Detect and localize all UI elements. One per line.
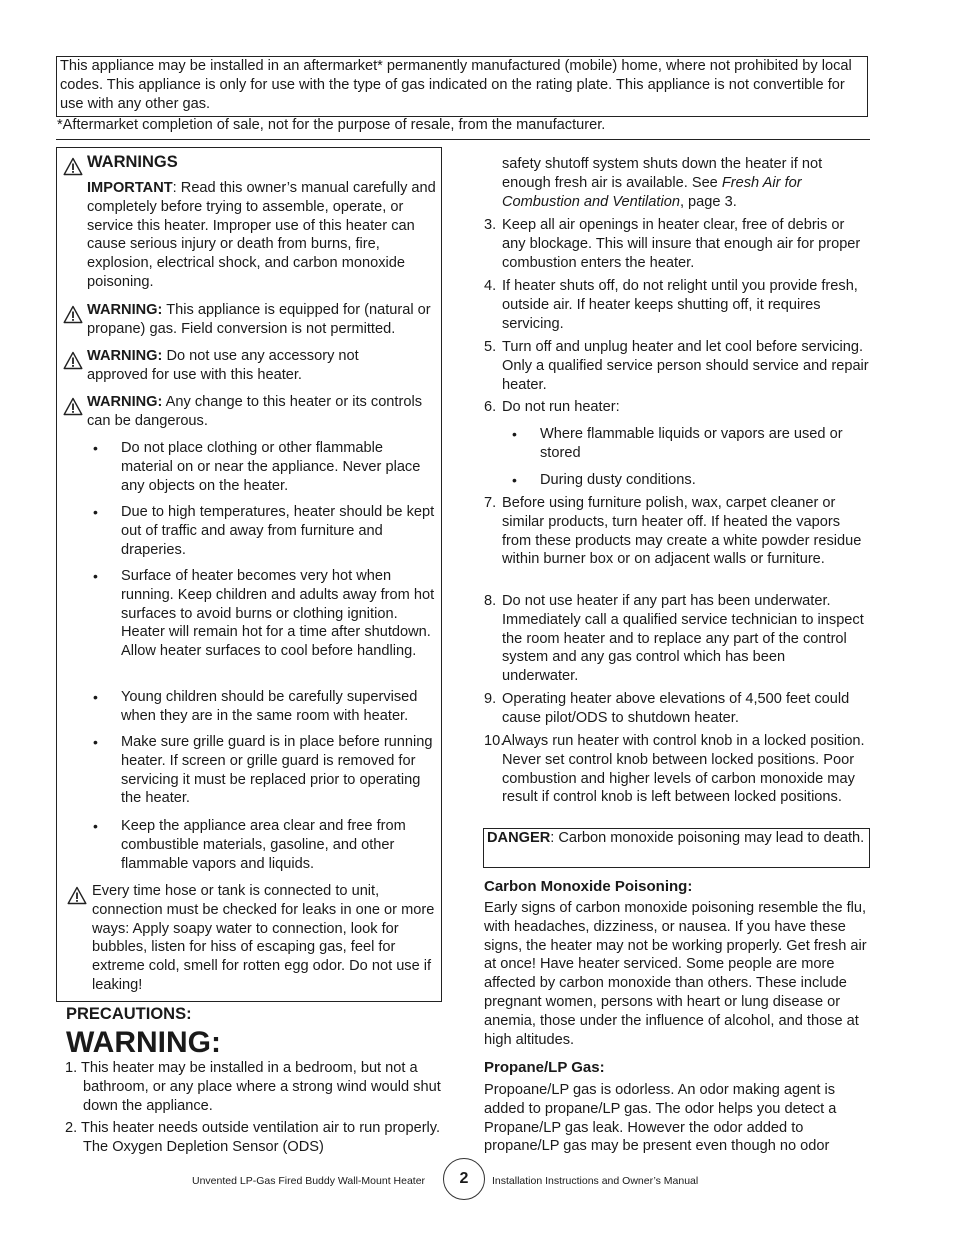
- warning-bullet: • Surface of heater becomes very hot when running. Keep children and adults away from hot surfaces to avoid burns or clothing ignition. Heater will remain hot for a time after shutdown. Allow heater surfaces to cool before handling.: [93, 568, 435, 660]
- ods-continuation: safety shutoff system shuts down the heater if not enough fresh air is available. See Fresh Air for Combustion and Ventilation, page 3.: [502, 156, 823, 210]
- danger-text: : Carbon monoxide poisoning may lead to death.: [550, 830, 865, 846]
- item-6-bullet: • During dusty conditions.: [512, 472, 696, 488]
- warning-text: This appliance is equipped for (natural or propane) gas. Field conversion is not permitted.: [87, 302, 431, 337]
- warning-bullet: • Make sure grille guard is in place before running heater. If screen or grille guard is removed for servicing it must be replaced prior to operating the heater.: [93, 734, 433, 807]
- precaution-item-6: 6. Do not run heater:: [484, 399, 620, 415]
- top-footnote: *Aftermarket completion of sale, not for the purpose of resale, from the manufacturer.: [57, 117, 606, 133]
- warning-triangle-icon: [63, 351, 83, 370]
- warning-bullet: • Do not place clothing or other flammable material on or near the appliance. Never place any objects on the heater.: [93, 440, 421, 494]
- warning-label: WARNING:: [87, 302, 163, 318]
- footer-left: Unvented LP-Gas Fired Buddy Wall-Mount Heater: [192, 1175, 426, 1187]
- precaution-item-2: 2. This heater needs outside ventilation air to run properly. The Oxygen Depletion Sensor (ODS): [65, 1120, 441, 1155]
- top-notice-text: This appliance may be installed in an aftermarket* permanently manufactured (mobile) home, where not prohibited by local codes. This appliance is only for use with the type of gas indicated on the rating plate. This appliance is not convertible for use with any other gas.: [60, 58, 852, 113]
- precaution-item-1: 1. This heater may be installed in a bedroom, but not a bathroom, or any place where a strong wind would shut down the appliance.: [65, 1060, 441, 1114]
- precaution-item-5: 5. Turn off and unplug heater and let cool before servicing. Only a qualified service person should service and repair heater.: [484, 339, 869, 393]
- precaution-item-4: 4. If heater shuts off, do not relight until you provide fresh, outside air. If heater keeps shutting off, it requires servicing.: [484, 278, 858, 332]
- lp-paragraph: Propoane/LP gas is odorless. An odor making agent is added to propane/LP gas. The odor helps you detect a Propane/LP gas leak. However the odor added to propane/LP gas may be present even though no odor: [484, 1082, 837, 1155]
- warning-change: [87, 393, 432, 431]
- fresh-air-reference: Fresh Air for Combustion and Ventilation: [502, 174, 802, 210]
- page-number: 2: [443, 1158, 485, 1200]
- precautions-title: PRECAUTIONS:: [66, 1005, 192, 1023]
- warning-label: WARNING:: [87, 348, 163, 364]
- precaution-item-8: 8. Do not use heater if any part has been underwater. Immediately call a qualified service technician to inspect the room heater and to replace any part of the control system and any gas control which has been underwater.: [484, 593, 864, 685]
- big-warning-heading: WARNING:: [66, 1026, 221, 1059]
- precaution-item-3: 3. Keep all air openings in heater clear, free of debris or any blockage. This will insure that enough air for proper combustion enters the heater.: [484, 217, 861, 271]
- top-notice-box: [56, 56, 868, 117]
- hose-leak-check: Every time hose or tank is connected to unit, connection must be checked for leaks in one or more ways: Apply soapy water to connection, look for bubbles, listen for hiss of escaping gas, feel for extreme cold, smell for rotten egg odor. Do not use if leaking!: [92, 883, 435, 993]
- warning-accessory: [87, 347, 417, 385]
- precaution-item-9: 9. Operating heater above elevations of 4,500 feet could cause pilot/ODS to shutdown heater.: [484, 691, 850, 726]
- warning-bullet: • Young children should be carefully supervised when they are in the same room with heater.: [93, 689, 418, 724]
- danger-label: DANGER: [487, 830, 551, 846]
- warning-gas-type: [87, 301, 439, 339]
- warning-text: Any change to this heater or its controls can be dangerous.: [87, 394, 422, 429]
- warning-bullet: • Due to high temperatures, heater should be kept out of traffic and away from furniture and draperies.: [93, 504, 435, 558]
- warning-label: WARNING:: [87, 394, 163, 410]
- important-label: IMPORTANT: [87, 180, 173, 196]
- important-paragraph: [87, 179, 439, 292]
- divider: [56, 139, 870, 140]
- precaution-item-7: 7. Before using furniture polish, wax, carpet cleaner or similar products, turn heater off. If heated the vapors from these products may create a white powder residue within burner box or on adjacent walls or furniture.: [484, 495, 862, 568]
- co-heading: Carbon Monoxide Poisoning:: [484, 878, 693, 895]
- warning-triangle-icon: [63, 397, 83, 416]
- item-6-bullet: • Where flammable liquids or vapors are used or stored: [512, 426, 843, 461]
- footer-right: Installation Instructions and Owner’s Manual: [492, 1175, 699, 1187]
- co-paragraph: Early signs of carbon monoxide poisoning resemble the flu, with headaches, dizziness, or nausea. If you have these signs, the heater may not be working properly. Get fresh air at once! Have heater serviced. Some people are more affected by carbon monoxide than others. These include pregnant women, persons with heart or lung disease or anemia, those under the influence of alcohol, and those at high altitudes.: [484, 900, 867, 1048]
- danger-box: [483, 828, 870, 868]
- warnings-title: WARNINGS: [87, 153, 178, 171]
- warning-text: Do not use any accessory not approved for use with this heater.: [87, 348, 359, 383]
- precaution-item-10: 10. Always run heater with control knob in a locked position. Never set control knob between locked positions. Poor combustion and higher levels of carbon monoxide may result if control knob is left between locked positions.: [484, 733, 865, 806]
- warning-triangle-icon: [67, 886, 87, 905]
- lp-heading: Propane/LP Gas:: [484, 1059, 605, 1076]
- warning-bullet: • Keep the appliance area clear and free from combustible materials, gasoline, and other flammable vapors and liquids.: [93, 818, 406, 872]
- warning-triangle-icon: [63, 157, 83, 176]
- warning-triangle-icon: [63, 305, 83, 324]
- important-text: : Read this owner’s manual carefully and completely before trying to assemble, operate, or service this heater. Improper use of this heater can cause serious injury or death from burns, fire, explosion, electrical shock, and carbon monoxide poisoning.: [87, 180, 436, 290]
